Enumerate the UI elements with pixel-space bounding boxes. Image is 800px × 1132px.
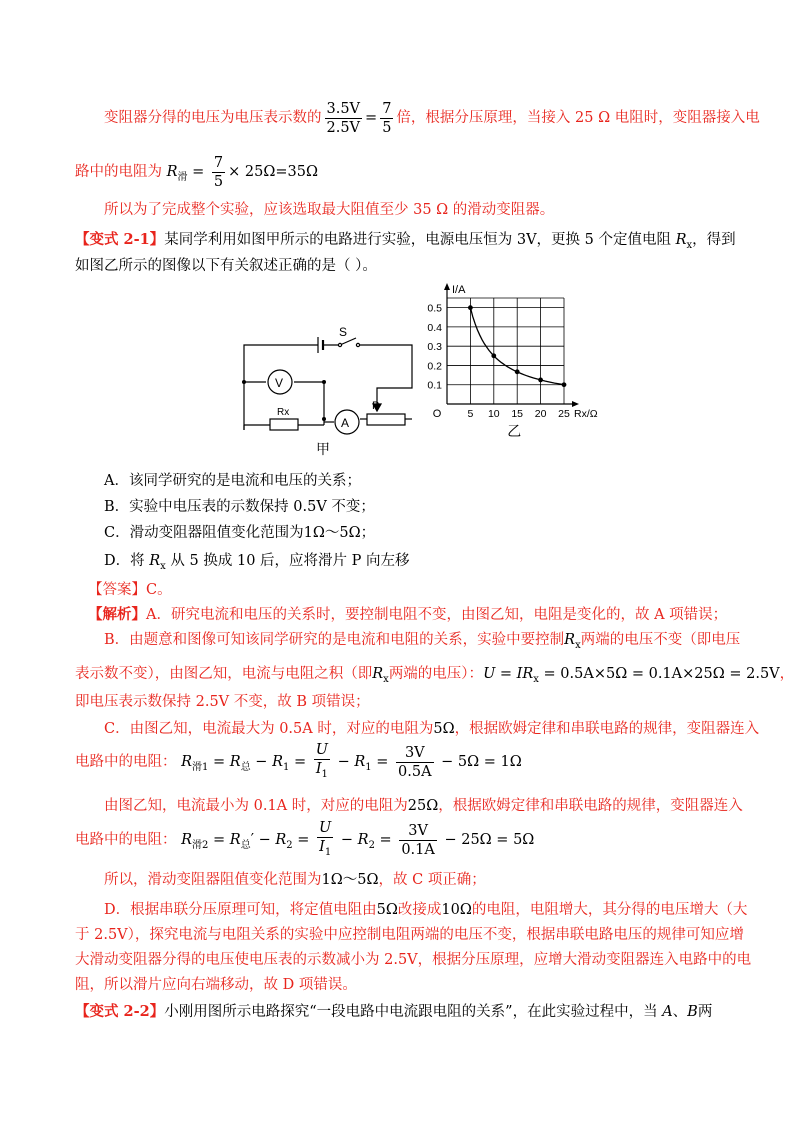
analysis-d-line2: 于 2.5V），探究电流与电阻关系的实验中应控制电阻两端的电压不变，根据串联电路电压的规律可知应增: [75, 927, 744, 943]
analysis-b-line3: 即电压表示数保持 2.5V 不变，故 B 项错误；: [75, 694, 370, 710]
data-point: [515, 369, 520, 374]
answer: 【答案】C。: [88, 582, 172, 598]
y-tick-label: 0.4: [427, 321, 442, 334]
x-tick-label: 15: [511, 408, 524, 420]
voltmeter-label: V: [275, 376, 284, 390]
option-b: B．实验中电压表的示数保持 0.5V 不变；: [104, 499, 375, 515]
fraction-u-i1: $\frac{U}{I_1}$: [315, 741, 328, 780]
chart-caption: 乙: [507, 423, 522, 439]
origin-label: O: [432, 408, 442, 420]
question-2-1-line2: 如图乙所示的图像以下有关叙述正确的是（ ）。: [75, 258, 377, 274]
fraction-7-5-b: $\frac{7}{5}$: [213, 154, 224, 190]
rheostat-body: [367, 414, 405, 425]
x-tick-label: 20: [534, 408, 547, 420]
analysis-a: 【解析】A．研究电流和电压的关系时，要控制电阻不变，由图乙知，电阻是变化的，故 A 项错误；: [88, 606, 728, 623]
option-c: C．滑动变阻器阻值变化范围为1Ω～5Ω；: [104, 525, 376, 541]
line-rheostat-resistance: 路中的电阻为 $R_滑$ = $\frac{7}{5}$ × 25Ω=35Ω: [75, 154, 318, 190]
data-point: [562, 382, 567, 387]
analysis-c-line4: 电路中的电阻： $R_{滑2} = R_总' - R_2$ = $\frac{U}{I_1}$ − $R_2$ = $\frac{3V}{0.1A}$ − 25Ω = 5Ω: [75, 818, 534, 862]
current-resistance-chart: [420, 280, 598, 462]
analysis-d-line3: 大滑动变阻器分得的电压使电压表的示数减小为 2.5V，根据分压原理，应增大滑动变阻器连入电路中的电: [75, 952, 752, 968]
switch-label: S: [339, 325, 348, 339]
wire-right: [360, 345, 412, 408]
y-tick-label: 0.5: [427, 302, 442, 315]
option-d: D．将 $R_x$ 从 5 换成 10 后，应将滑片 P 向左移: [104, 553, 410, 572]
x-axis-label: Rx/Ω: [574, 408, 598, 420]
line-voltage-ratio: 变阻器分得的电压为电压表示数的 $\frac{3.5V}{2.5V}$ = $\frac{7}{5}$ 倍，根据分压原理，当接入 25 Ω 电阻时，变阻器接入电: [104, 100, 760, 136]
data-point: [491, 353, 496, 358]
switch-blade: [340, 338, 356, 345]
analysis-c-line5: 所以，滑动变阻器阻值变化范围为1Ω～5Ω，故 C 项正确；: [104, 872, 486, 888]
x-axis-arrow: [572, 401, 579, 407]
option-a: A．该同学研究的是电流和电压的关系；: [104, 473, 361, 489]
analysis-d-line1: D．根据串联分压原理可知，将定值电阻由5Ω改接成10Ω的电阻，电阻增大，其分得的电压增大（大: [104, 902, 748, 918]
slider-label: P: [372, 400, 380, 412]
rx-label: Rx: [277, 407, 290, 418]
x-tick-label: 5: [467, 408, 474, 420]
x-tick-label: 10: [487, 408, 500, 420]
circuit-caption: 甲: [316, 441, 330, 457]
analysis-c-line3: 由图乙知，电流最小为 0.1A 时，对应的电阻为25Ω，根据欧姆定律和串联电路的规律，变阻器连入: [104, 798, 743, 814]
analysis-c-line2: 电路中的电阻： $R_{滑1} = R_总 - R_1$ = $\frac{U}{I_1}$ − $R_1$ = $\frac{3V}{0.5A}$ − 5Ω = 1Ω: [75, 740, 522, 784]
line-conclusion: 所以为了完成整个实验，应该选取最大阻值至少 35 Ω 的滑动变阻器。: [104, 202, 555, 218]
question-2-1: 【变式 2-1】某同学利用如图甲所示的电路进行实验，电源电压恒为 3V，更换 5 个定值电阻 $R_x$，得到: [75, 231, 736, 251]
fraction-3.5v-2.5v: $\frac{3.5V}{2.5V}$: [326, 100, 361, 136]
rx-resistor-body: [270, 419, 298, 430]
data-point: [468, 305, 473, 310]
analysis-d-line4: 阻，所以滑片应向右端移动，故 D 项错误。: [75, 977, 357, 993]
circuit-diagram: [230, 318, 420, 460]
analysis-c-line1: C．由图乙知，电流最大为 0.5A 时，对应的电阻为5Ω，根据欧姆定律和串联电路的规律，变阻器连入: [104, 721, 760, 737]
y-tick-label: 0.2: [427, 360, 442, 373]
y-tick-label: 0.1: [427, 379, 442, 392]
ammeter-label: A: [341, 416, 350, 430]
y-axis-arrow: [444, 283, 450, 290]
fraction-3v-0.1a: $\frac{3V}{0.1A}$: [401, 822, 435, 858]
y-axis-label: I/A: [452, 284, 466, 296]
fraction-7-5: $\frac{7}{5}$: [382, 100, 392, 136]
analysis-b-line2: 表示数不变），由图乙知，电流与电阻之积（即$R_x$两端的电压）：$U = IR_x = 0.5A\times 5\Omega = 0.1A\times 25\Omega = 2.5V$，: [75, 666, 795, 685]
fraction-u-i1-b: $\frac{U}{I_1}$: [319, 819, 332, 858]
question-2-2: 【变式 2-2】小刚用图所示电路探究“一段电路中电流跟电阻的关系”，在此实验过程中，当 A、B两: [75, 1003, 713, 1020]
fraction-3v-0.5a: $\frac{3V}{0.5A}$: [398, 744, 432, 780]
x-tick-label: 25: [558, 408, 570, 420]
y-tick-label: 0.3: [427, 341, 442, 354]
analysis-b-line1: B．由题意和图像可知该同学研究的是电流和电阻的关系，实验中要控制$R_x$两端的电压不变（即电压: [104, 632, 741, 651]
data-point: [538, 378, 543, 383]
